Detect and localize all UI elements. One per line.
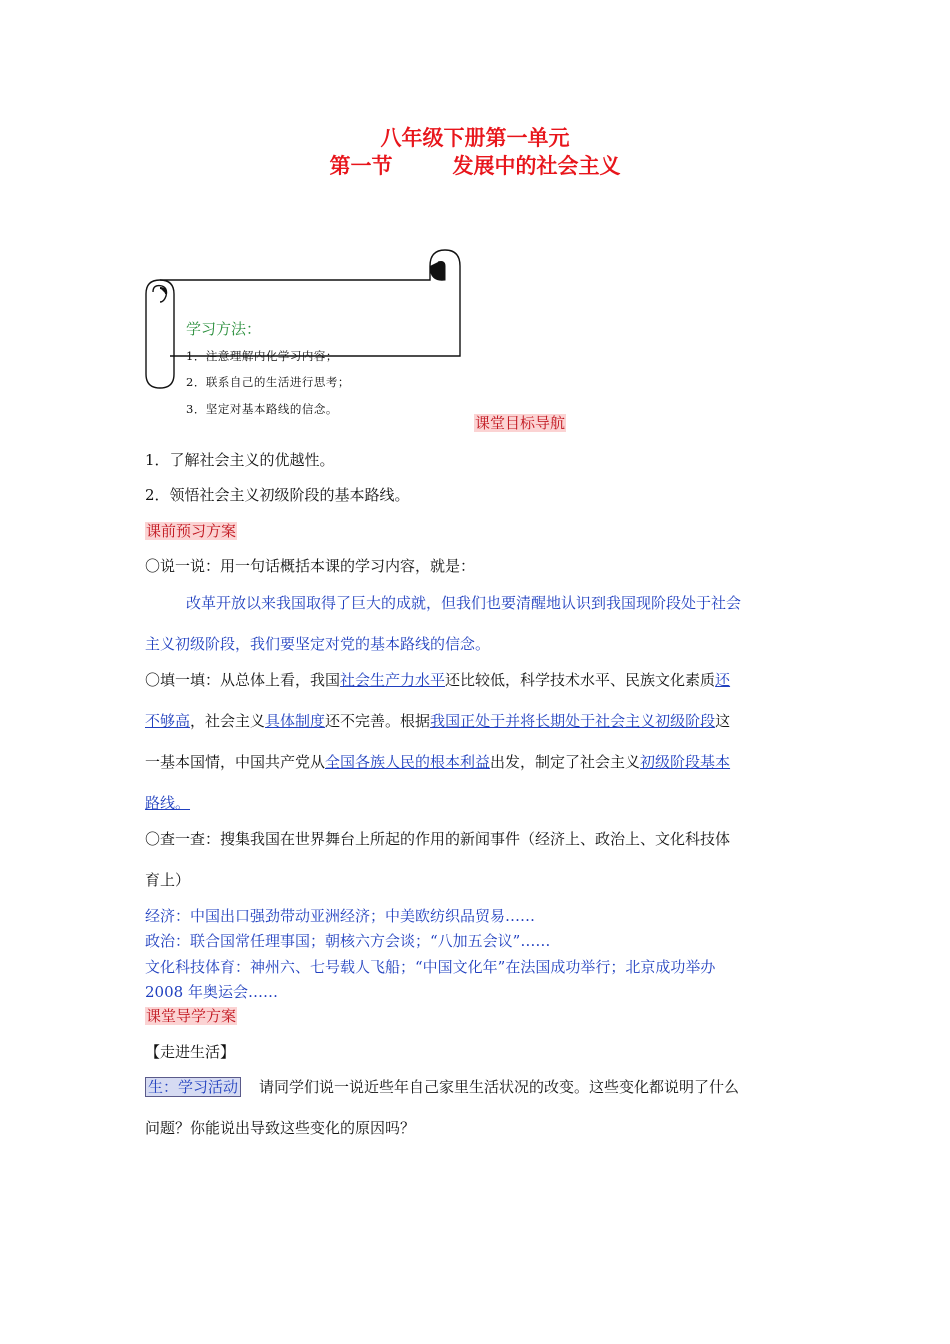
study-method-heading: 学习方法： (186, 320, 262, 338)
fill-answer: 还 (715, 671, 731, 689)
say-answer-line: 主义初级阶段，我们要坚定对党的基本路线的信念。 (145, 635, 491, 653)
news-culture: 2008 年奥运会…… (145, 983, 278, 1001)
walk-into-life-heading: 【走进生活】 (145, 1043, 236, 1061)
study-method-item: 2．联系自己的生活进行思考； (186, 375, 350, 389)
section-heading-goals: 课堂目标导航 (475, 414, 566, 432)
section-heading-guide: 课堂导学方案 (146, 1007, 237, 1025)
check-prompt: 〇查一查：搜集我国在世界舞台上所起的作用的新闻事件（经济上、政治上、文化科技体 (145, 830, 731, 848)
goal-item: 1．了解社会主义的优越性。 (145, 451, 335, 469)
fill-line: 不够高，社会主义具体制度还不完善。根据我国正处于并将长期处于社会主义初级阶段这 (145, 712, 731, 730)
section-number: 第一节 (329, 154, 393, 178)
activity-label: 生：学习活动 (145, 1077, 241, 1097)
section-name: 发展中的社会主义 (452, 154, 621, 178)
check-prompt: 育上） (145, 871, 191, 889)
fill-line (145, 793, 190, 813)
activity-text: 请同学们说一说近些年自己家里生活状况的改变。这些变化都说明了什么 (259, 1078, 740, 1096)
news-politics: 政治：联合国常任理事国；朝核六方会谈；“八加五会议”…… (145, 932, 551, 950)
say-prompt: 〇说一说：用一句话概括本课的学习内容，就是： (145, 557, 476, 575)
fill-answer: 全国各族人民的根本利益 (325, 753, 491, 771)
section-heading-preview: 课前预习方案 (146, 522, 237, 540)
fill-line: 一基本国情，中国共产党从全国各族人民的根本利益出发，制定了社会主义初级阶段基本 (145, 753, 731, 771)
fill-answer: 初级阶段基本 (640, 753, 731, 771)
study-method-item: 1．注意理解内化学习内容； (186, 349, 338, 363)
fill-answer: 不够高 (145, 712, 191, 730)
news-culture: 文化科技体育：神州六、七号载人飞船；“中国文化年”在法国成功举行；北京成功举办 (145, 958, 716, 976)
activity-line: 问题？你能说出导致这些变化的原因吗？ (145, 1119, 416, 1137)
fill-answer: 我国正处于并将长期处于社会主义初级阶段 (430, 712, 716, 730)
goal-item: 2．领悟社会主义初级阶段的基本路线。 (145, 486, 410, 504)
section-title (0, 150, 950, 180)
activity-line (145, 1077, 739, 1097)
news-economy: 经济：中国出口强劲带动亚洲经济；中美欧纺织品贸易…… (145, 907, 536, 925)
fill-answer: 路线。 (145, 794, 191, 812)
fill-line: 〇填一填：从总体上看，我国社会生产力水平还比较低，科学技术水平、民族文化素质还 (145, 671, 731, 689)
document-title: 八年级下册第一单元 (380, 126, 570, 150)
say-answer-line: 改革开放以来我国取得了巨大的成就，但我们也要清醒地认识到我国现阶段处于社会 (186, 594, 742, 612)
fill-answer: 具体制度 (265, 712, 326, 730)
study-method-item: 3．坚定对基本路线的信念。 (186, 402, 338, 416)
fill-answer: 社会生产力水平 (340, 671, 446, 689)
